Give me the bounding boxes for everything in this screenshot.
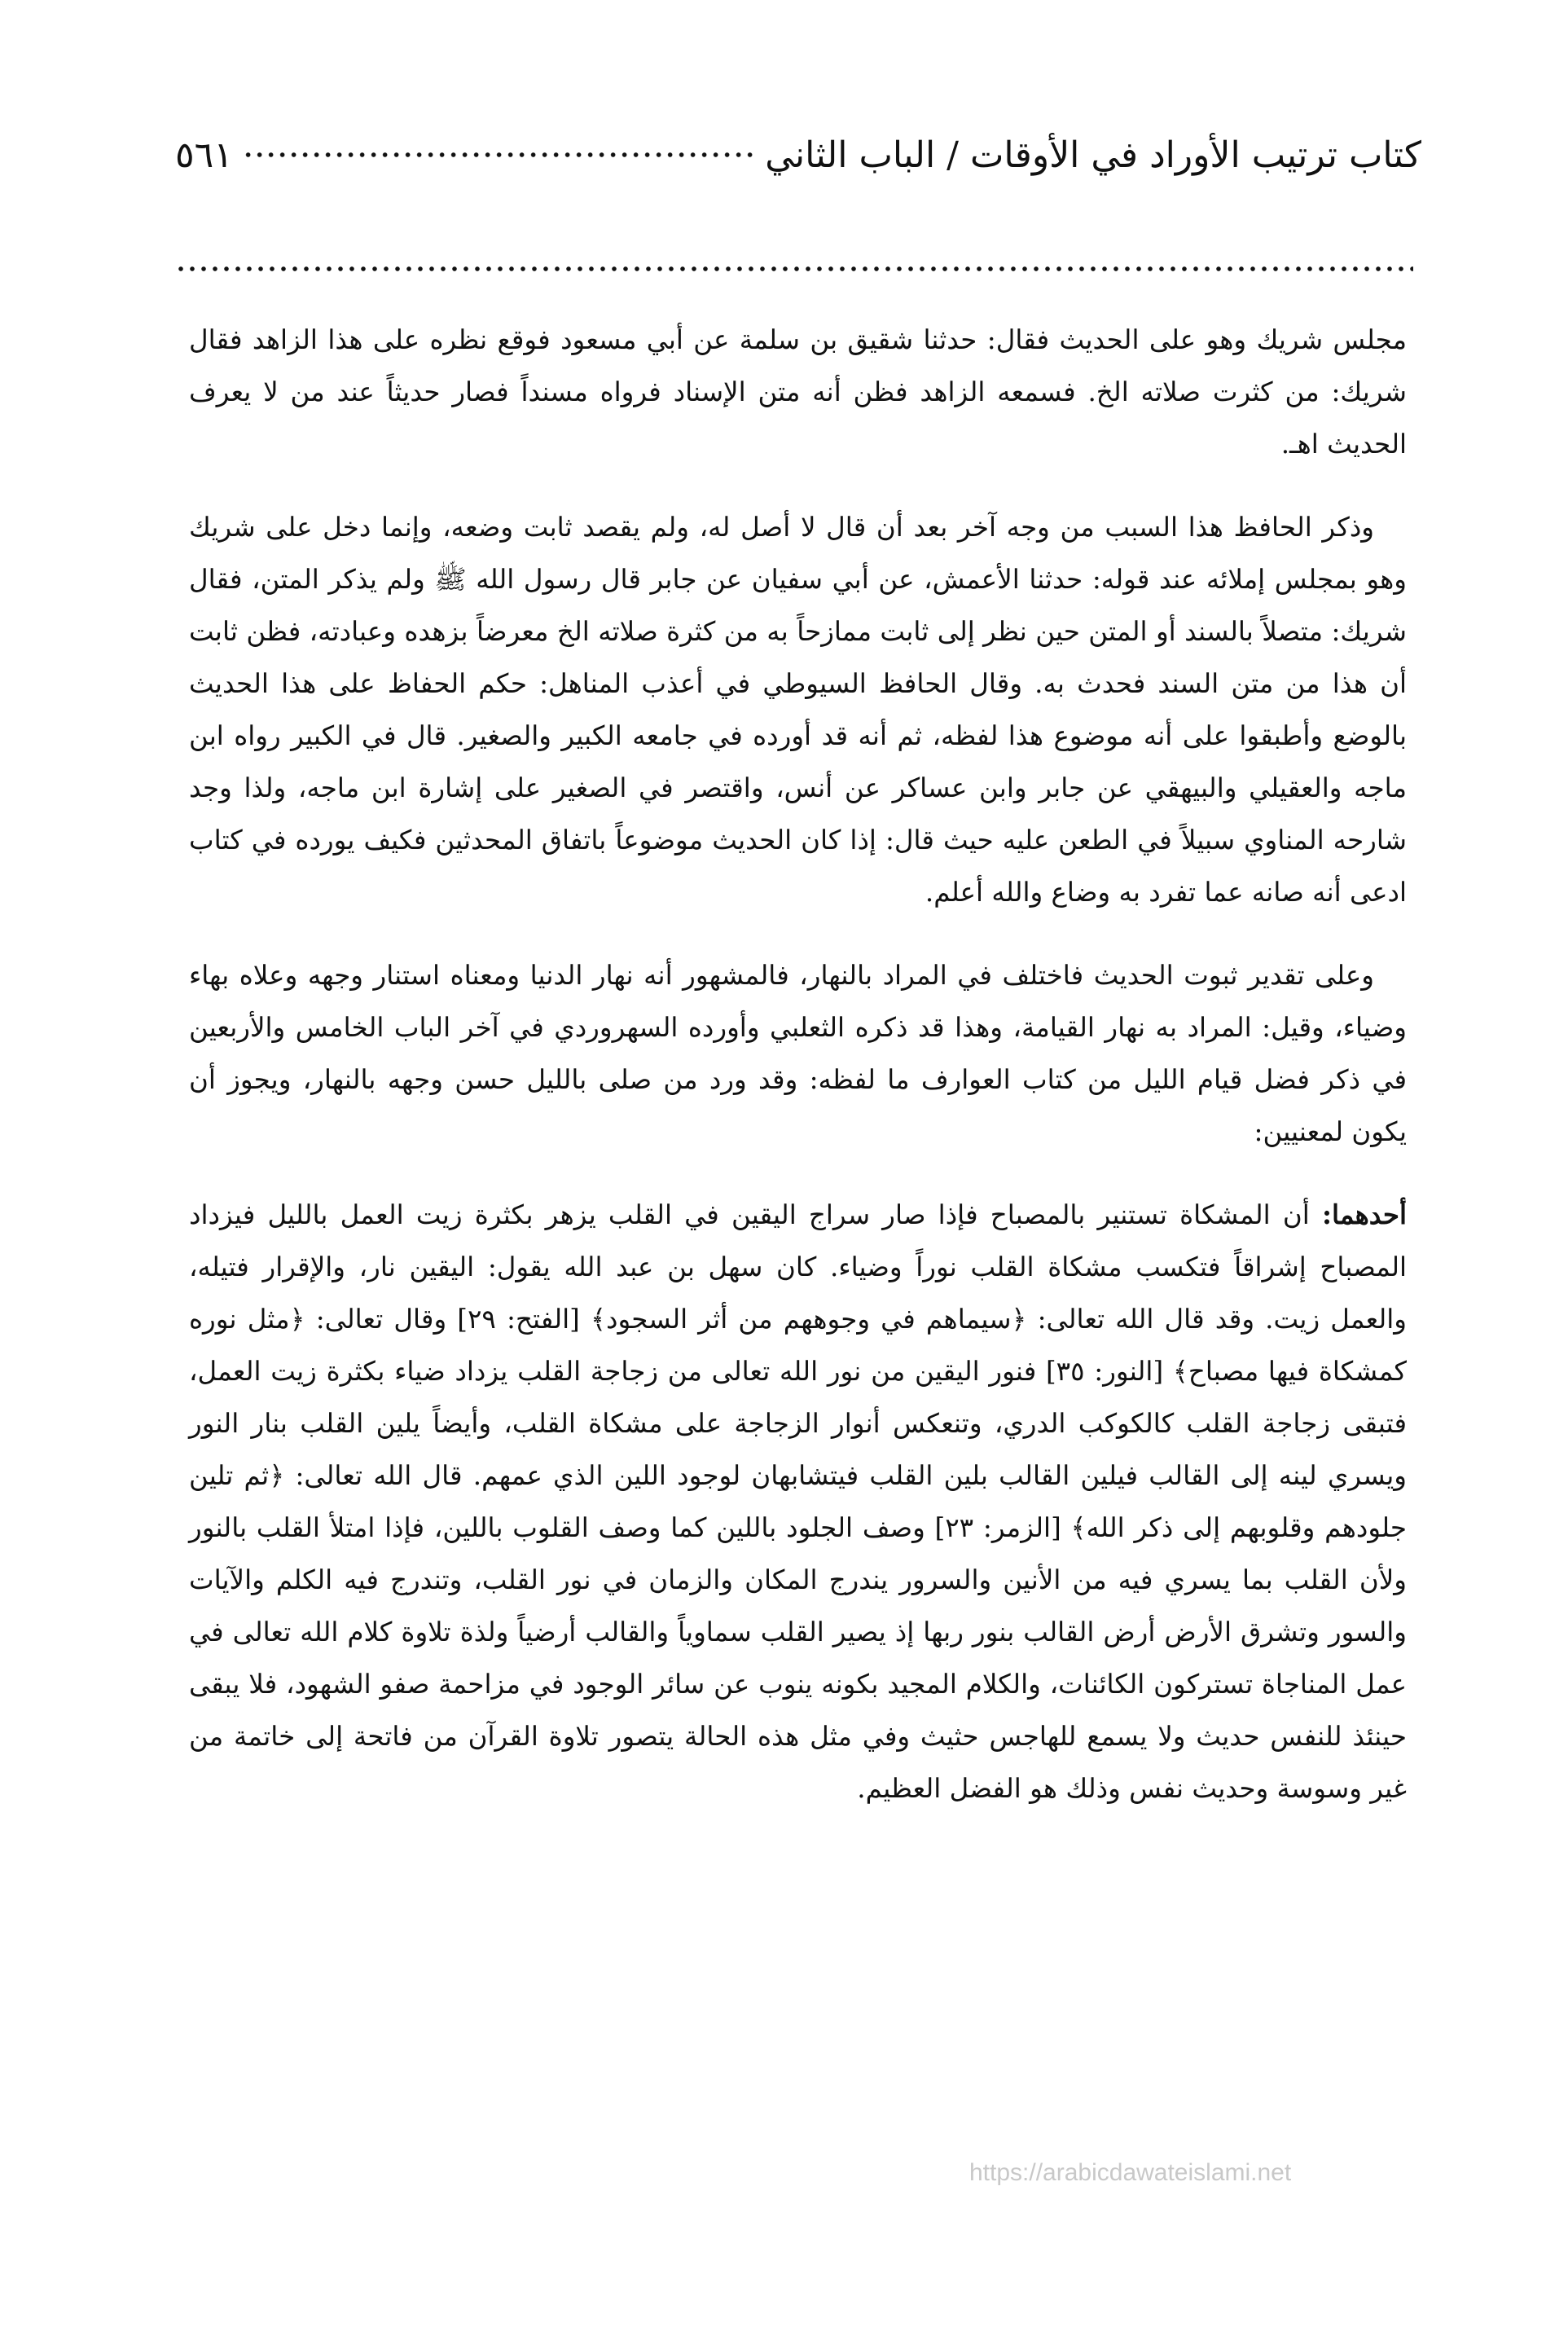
page-number: ٥٦١ [175,134,233,176]
header-dot-leader [244,147,753,162]
paragraph-text: وذكر الحافظ هذا السبب من وجه آخر بعد أن قال لا أصل له، ولم يقصد ثابت وضعه، وإنما دخل على شريك وهو بمجلس إملائه عند قوله: حدثنا الأعمش، عن أبي سفيان عن جابر قال رسول الله ﷺ ولم يذكر المتن، فقال شريك: متصلاً بالسند أو المتن حين نظر إلى ثابت ممازحاً به من كثرة صلاته الخ معرضاً بزهده وعبادته، فظن ثابت أن هذا من متن السند فحدث به. وقال الحافظ السيوطي في أعذب المناهل: حكم الحفاظ على هذا الحديث بالوضع وأطبقوا على أنه موضوع هذا لفظه، ثم أنه قد أورده في جامعه الكبير والصغير. قال في الكبير رواه ابن ماجه والعقيلي والبيهقي عن جابر وابن عساكر عن أنس، واقتصر في الصغير على إشارة ابن ماجه، ولذا وجد شارحه المناوي سبيلاً في الطعن عليه حيث قال: إذا كان الحديث موضوعاً باتفاق المحدثين فكيف يورده في كتاب ادعى أنه صانه عما تفرد به وضاع والله أعلم. [189,512,1407,908]
body-text [189,314,1407,1815]
paragraph-2 [189,501,1407,918]
header-title: كتاب ترتيب الأوراد في الأوقات / الباب الثاني [765,134,1421,176]
paragraph-text: أن المشكاة تستنير بالمصباح فإذا صار سراج اليقين في القلب يزهر بكثرة زيت العمل بالليل فيزداد المصباح إشراقاً فتكسب مشكاة القلب نوراً وضياء. كان سهل بن عبد الله يقول: اليقين نار، والإقرار فتيله، والعمل زيت. وقد قال الله تعالى: ﴿سيماهم في وجوههم من أثر السجود﴾ [الفتح: ٢٩] وقال تعالى: ﴿مثل نوره كمشكاة فيها مصباح﴾ [النور: ٣٥] فنور اليقين من نور الله تعالى من زجاجة القلب يزداد ضياء بكثرة زيت العمل، فتبقى زجاجة القلب كالكوكب الدري، وتنعكس أنوار الزجاجة على مشكاة القلب، وأيضاً يلين القلب بنار النور ويسري لينه إلى القالب فيلين القالب بلين القلب فيتشابهان لوجود اللين الذي عمهم. قال الله تعالى: ﴿ثم تلين جلودهم وقلوبهم إلى ذكر الله﴾ [الزمر: ٢٣] وصف الجلود باللين كما وصف القلوب باللين، فإذا امتلأ القلب بالنور ولأن القلب بما يسري فيه من الأنين والسرور يندرج المكان والزمان في نور القلب، وتندرج فيه الكلم والآيات والسور وتشرق الأرض أرض القالب بنور ربها إذ يصير القلب سماوياً والقالب أرضياً ولذة تلاوة كلام الله تعالى في عمل المناجاة تستركون الكائنات، والكلام المجيد بكونه ينوب عن سائر الوجود في مزاحمة صفو الشهود، فلا يبقى حينئذ للنفس حديث ولا يسمع للهاجس حثيث وفي مثل هذه الحالة يتصور تلاوة القرآن من فاتحة إلى خاتمة من غير وسوسة وحديث نفس وذلك هو الفضل العظيم. [189,1199,1407,1804]
paragraph-text: وعلى تقدير ثبوت الحديث فاختلف في المراد بالنهار، فالمشهور أنه نهار الدنيا ومعناه استنار وجهه وعلاه بهاء وضياء، وقيل: المراد به نهار القيامة، وهذا قد ذكره الثعلبي وأورده السهروردي في آخر الباب الخامس والأربعين في ذكر فضل قيام الليل من كتاب العوارف ما لفظه: وقد ورد من صلى بالليل حسن وجهه بالنهار، ويجوز أن يكون لمعنيين: [189,960,1407,1147]
paragraph-3 [189,949,1407,1158]
paragraph-lead: أحدهما: [1321,1199,1407,1230]
paragraph-text: مجلس شريك وهو على الحديث فقال: حدثنا شقيق بن سلمة عن أبي مسعود فوقع نظره على هذا الزاهد فقال شريك: من كثرت صلاته الخ. فسمعه الزاهد فظن أنه متن الإسناد فرواه مسنداً فصار حديثاً عند من لا يعرف الحديث اهـ. [189,324,1407,460]
watermark-url: https://arabicdawateislami.net [969,2159,1292,2186]
header-dotted-rule [175,262,1413,275]
paragraph-1 [189,314,1407,470]
running-header [175,122,1421,187]
paragraph-4 [189,1189,1407,1815]
